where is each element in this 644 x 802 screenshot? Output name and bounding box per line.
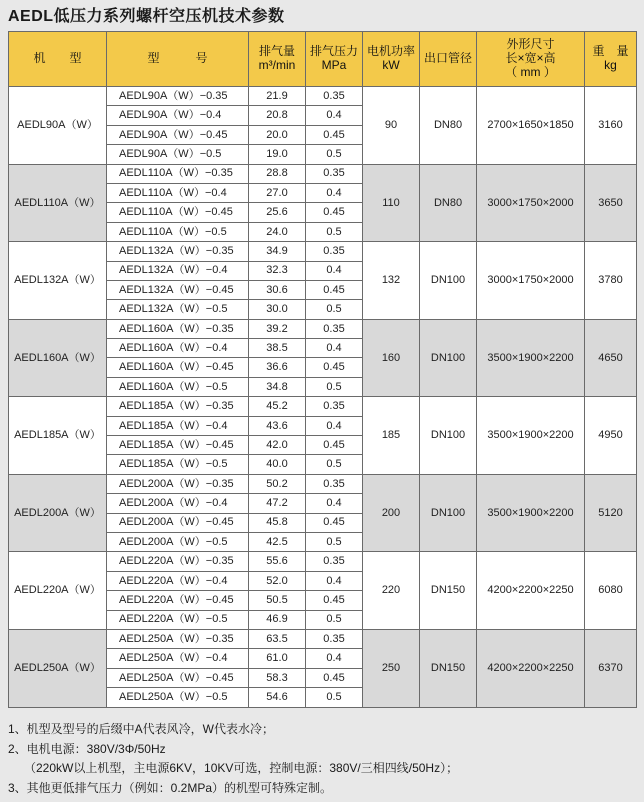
note-2: 2、电机电源：380V/3Φ/50Hz [8,741,166,756]
model-cell: AEDL250A（W）−0.4 [107,649,249,668]
flow-cell: 20.0 [249,125,306,144]
flow-cell: 46.9 [249,610,306,629]
pressure-cell: 0.5 [306,145,363,164]
flow-cell: 39.2 [249,319,306,338]
outlet-cell: DN100 [420,242,477,320]
flow-cell: 58.3 [249,668,306,687]
flow-cell: 21.9 [249,87,306,106]
header-pressure: 排气压力 MPa [306,32,363,87]
series-cell: AEDL160A（W） [9,319,107,397]
pressure-cell: 0.4 [306,571,363,590]
flow-cell: 47.2 [249,494,306,513]
pressure-cell: 0.35 [306,397,363,416]
dims-cell: 3000×1750×2000 [477,242,585,320]
series-cell: AEDL132A（W） [9,242,107,320]
model-cell: AEDL250A（W）−0.35 [107,629,249,648]
pressure-cell: 0.5 [306,532,363,551]
pressure-cell: 0.4 [306,106,363,125]
flow-cell: 50.2 [249,474,306,493]
weight-cell: 6080 [585,552,637,630]
model-cell: AEDL200A（W）−0.4 [107,494,249,513]
pressure-cell: 0.4 [306,649,363,668]
flow-cell: 50.5 [249,591,306,610]
header-flow: 排气量 m³/min [249,32,306,87]
model-cell: AEDL110A（W）−0.4 [107,183,249,202]
series-cell: AEDL200A（W） [9,474,107,552]
pressure-cell: 0.4 [306,494,363,513]
spec-table [8,31,637,708]
note-3: 3、其他更低排气压力（例如：0.2MPa）的机型可特殊定制。 [8,780,333,795]
flow-cell: 25.6 [249,203,306,222]
table-row [9,629,637,648]
power-cell: 185 [363,397,420,475]
flow-cell: 38.5 [249,339,306,358]
model-cell: AEDL220A（W）−0.45 [107,591,249,610]
flow-cell: 19.0 [249,145,306,164]
power-cell: 200 [363,474,420,552]
pressure-cell: 0.45 [306,513,363,532]
weight-cell: 3780 [585,242,637,320]
flow-cell: 36.6 [249,358,306,377]
flow-cell: 34.9 [249,242,306,261]
flow-cell: 42.5 [249,532,306,551]
pressure-cell: 0.35 [306,87,363,106]
header-power: 电机功率 kW [363,32,420,87]
model-cell: AEDL90A（W）−0.5 [107,145,249,164]
flow-cell: 43.6 [249,416,306,435]
power-cell: 110 [363,164,420,242]
flow-cell: 27.0 [249,183,306,202]
power-cell: 160 [363,319,420,397]
model-cell: AEDL110A（W）−0.45 [107,203,249,222]
table-row [9,319,637,338]
model-cell: AEDL132A（W）−0.4 [107,261,249,280]
flow-cell: 42.0 [249,436,306,455]
flow-cell: 24.0 [249,222,306,241]
flow-cell: 61.0 [249,649,306,668]
series-cell: AEDL250A（W） [9,629,107,707]
dims-cell: 3000×1750×2000 [477,164,585,242]
table-row [9,552,637,571]
series-cell: AEDL185A（W） [9,397,107,475]
flow-cell: 32.3 [249,261,306,280]
pressure-cell: 0.45 [306,436,363,455]
notes [8,720,458,798]
pressure-cell: 0.4 [306,339,363,358]
power-cell: 132 [363,242,420,320]
model-cell: AEDL200A（W）−0.35 [107,474,249,493]
pressure-cell: 0.4 [306,183,363,202]
flow-cell: 52.0 [249,571,306,590]
dims-cell: 4200×2200×2250 [477,552,585,630]
pressure-cell: 0.5 [306,300,363,319]
model-cell: AEDL132A（W）−0.5 [107,300,249,319]
series-cell: AEDL220A（W） [9,552,107,630]
series-cell: AEDL90A（W） [9,87,107,165]
header-dims: 外形尺寸 长×宽×高 （ mm ） [477,32,585,87]
page-title: AEDL低压力系列螺杆空压机技术参数 [8,8,285,25]
pressure-cell: 0.5 [306,377,363,396]
outlet-cell: DN80 [420,164,477,242]
flow-cell: 45.8 [249,513,306,532]
model-cell: AEDL110A（W）−0.35 [107,164,249,183]
power-cell: 90 [363,87,420,165]
pressure-cell: 0.4 [306,261,363,280]
model-cell: AEDL250A（W）−0.5 [107,688,249,707]
weight-cell: 3650 [585,164,637,242]
model-cell: AEDL160A（W）−0.35 [107,319,249,338]
pressure-cell: 0.45 [306,668,363,687]
outlet-cell: DN100 [420,319,477,397]
flow-cell: 30.0 [249,300,306,319]
model-cell: AEDL185A（W）−0.35 [107,397,249,416]
pressure-cell: 0.45 [306,280,363,299]
weight-cell: 4950 [585,397,637,475]
outlet-cell: DN150 [420,629,477,707]
pressure-cell: 0.35 [306,242,363,261]
note-2-detail: （220kW以上机型，主电源6KV，10KV可选，控制电源：380V/三相四线/50Hz）； [24,761,459,775]
flow-cell: 28.8 [249,164,306,183]
pressure-cell: 0.5 [306,455,363,474]
header-weight: 重 量 kg [585,32,637,87]
table-row [9,87,637,106]
pressure-cell: 0.35 [306,552,363,571]
weight-cell: 3160 [585,87,637,165]
dims-cell: 2700×1650×1850 [477,87,585,165]
pressure-cell: 0.45 [306,591,363,610]
table-row [9,397,637,416]
pressure-cell: 0.4 [306,416,363,435]
power-cell: 220 [363,552,420,630]
model-cell: AEDL90A（W）−0.45 [107,125,249,144]
model-cell: AEDL220A（W）−0.35 [107,552,249,571]
pressure-cell: 0.35 [306,629,363,648]
dims-cell: 3500×1900×2200 [477,397,585,475]
model-cell: AEDL160A（W）−0.4 [107,339,249,358]
pressure-cell: 0.35 [306,164,363,183]
outlet-cell: DN80 [420,87,477,165]
model-cell: AEDL160A（W）−0.5 [107,377,249,396]
power-cell: 250 [363,629,420,707]
pressure-cell: 0.35 [306,474,363,493]
dims-cell: 3500×1900×2200 [477,319,585,397]
header-outlet: 出口管径 [420,32,477,87]
header-row [9,32,637,87]
note-1: 1、机型及型号的后缀中A代表风冷，W代表水冷； [8,722,275,736]
model-cell: AEDL90A（W）−0.35 [107,87,249,106]
model-cell: AEDL185A（W）−0.45 [107,436,249,455]
pressure-cell: 0.45 [306,358,363,377]
pressure-cell: 0.5 [306,688,363,707]
table-row [9,164,637,183]
table-row [9,474,637,493]
flow-cell: 34.8 [249,377,306,396]
outlet-cell: DN100 [420,397,477,475]
table-row [9,242,637,261]
series-cell: AEDL110A（W） [9,164,107,242]
pressure-cell: 0.35 [306,319,363,338]
model-cell: AEDL185A（W）−0.5 [107,455,249,474]
model-cell: AEDL250A（W）−0.45 [107,668,249,687]
dims-cell: 4200×2200×2250 [477,629,585,707]
weight-cell: 5120 [585,474,637,552]
model-cell: AEDL132A（W）−0.35 [107,242,249,261]
model-cell: AEDL200A（W）−0.5 [107,532,249,551]
model-cell: AEDL132A（W）−0.45 [107,280,249,299]
flow-cell: 20.8 [249,106,306,125]
flow-cell: 55.6 [249,552,306,571]
pressure-cell: 0.45 [306,203,363,222]
model-cell: AEDL220A（W）−0.4 [107,571,249,590]
dims-cell: 3500×1900×2200 [477,474,585,552]
pressure-cell: 0.45 [306,125,363,144]
flow-cell: 40.0 [249,455,306,474]
weight-cell: 4650 [585,319,637,397]
model-cell: AEDL110A（W）−0.5 [107,222,249,241]
weight-cell: 6370 [585,629,637,707]
flow-cell: 30.6 [249,280,306,299]
flow-cell: 45.2 [249,397,306,416]
model-cell: AEDL185A（W）−0.4 [107,416,249,435]
flow-cell: 63.5 [249,629,306,648]
outlet-cell: DN100 [420,474,477,552]
model-cell: AEDL220A（W）−0.5 [107,610,249,629]
model-cell: AEDL200A（W）−0.45 [107,513,249,532]
model-cell: AEDL90A（W）−0.4 [107,106,249,125]
flow-cell: 54.6 [249,688,306,707]
header-series: 机 型 [9,32,107,87]
pressure-cell: 0.5 [306,222,363,241]
model-cell: AEDL160A（W）−0.45 [107,358,249,377]
pressure-cell: 0.5 [306,610,363,629]
header-model: 型 号 [107,32,249,87]
outlet-cell: DN150 [420,552,477,630]
